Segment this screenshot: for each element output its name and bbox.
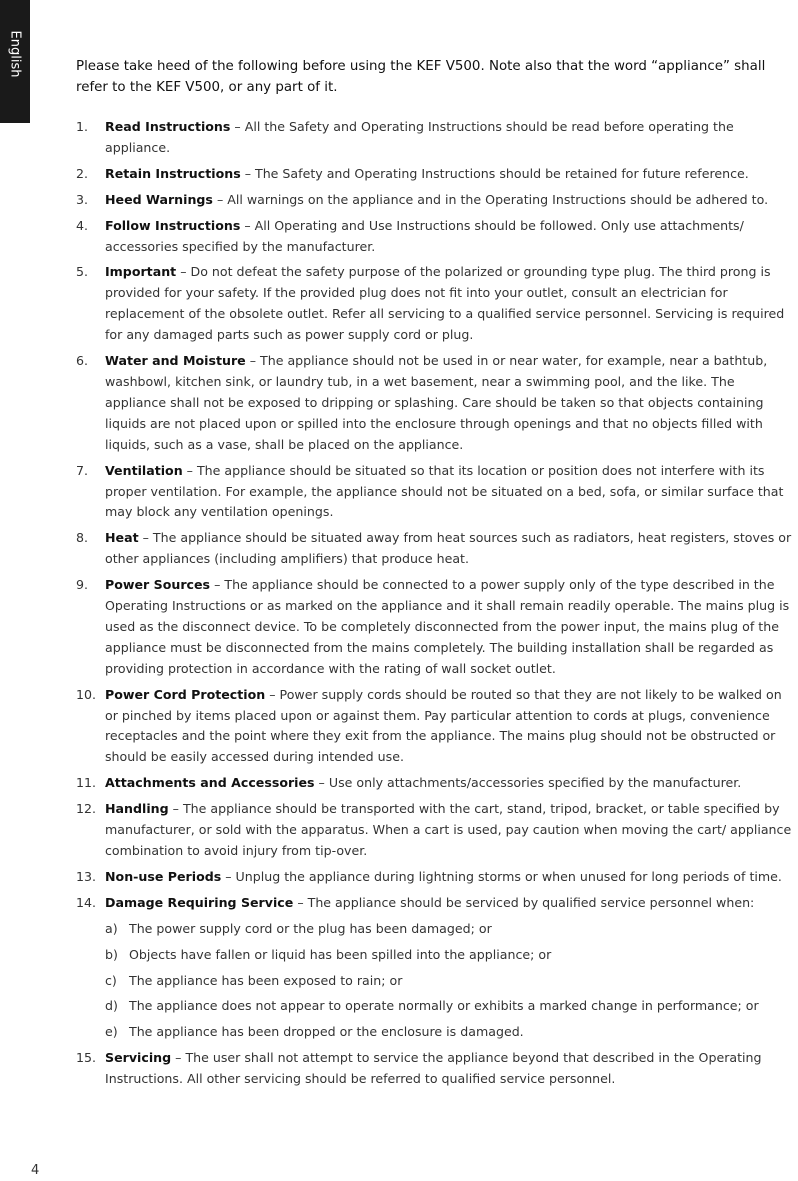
item-number: 13. bbox=[76, 868, 97, 884]
list-item bbox=[76, 262, 798, 346]
item-text: The appliance should be connected to a power supply only of the type described in the Operating Instructions or as marked on the appliance and it shall remain readily operable. The mains plug is used as the disconnect device. To be completely disconnected from the power input, the mains plug of the appliance must be disconnected from the mains completely. The building installation shall be regarded as providing protection in accordance with the rating of wall socket outlet. bbox=[105, 577, 790, 676]
item-separator: – bbox=[171, 1050, 186, 1066]
item-term: Handling bbox=[105, 801, 169, 817]
item-number: 12. bbox=[76, 801, 97, 817]
item-separator: – bbox=[245, 353, 261, 369]
sub-item-letter: c) bbox=[105, 972, 117, 988]
list-item bbox=[76, 867, 798, 888]
item-text: The Safety and Operating Instructions should be retained for future reference. bbox=[255, 165, 749, 181]
list-item bbox=[76, 216, 798, 258]
sub-list-item bbox=[105, 919, 798, 940]
item-term: Heed Warnings bbox=[105, 191, 213, 207]
item-separator: – bbox=[168, 801, 183, 817]
item-text: The appliance should not be used in or near water, for example, near a bathtub, washbowl, kitchen sink, or laundry tub, in a wet basement, near a swimming pool, and the like. The appliance shall not be exposed to dripping or splashing. Care should be taken so that objects containing liquids are not placed upon or spilled into the enclosure through openings and that no objects filled with liquids, such as a vase, shall be placed on the appliance. bbox=[105, 353, 768, 452]
item-term: Water and Moisture bbox=[105, 353, 246, 369]
sub-item-text: Objects have fallen or liquid has been spilled into the appliance; or bbox=[129, 946, 552, 962]
item-separator: – bbox=[176, 264, 191, 280]
item-number: 5. bbox=[76, 264, 89, 280]
language-tab bbox=[0, 0, 30, 123]
item-number: 4. bbox=[76, 217, 89, 233]
list-item bbox=[76, 773, 798, 794]
item-term: Power Cord Protection bbox=[105, 686, 266, 702]
list-item bbox=[76, 528, 798, 570]
item-separator: – bbox=[265, 686, 280, 702]
sub-item-text: The appliance does not appear to operate normally or exhibits a marked change in performance; or bbox=[129, 998, 759, 1014]
list-item bbox=[76, 799, 798, 862]
item-text: The user shall not attempt to service the appliance beyond that described in the Operating Instructions. All other servicing should be referred to qualified service personnel. bbox=[105, 1050, 762, 1087]
item-separator: – bbox=[230, 119, 245, 134]
item-text: Use only attachments/accessories specified by the manufacturer. bbox=[328, 775, 742, 791]
sub-item-letter: a) bbox=[105, 920, 118, 936]
item-term: Attachments and Accessories bbox=[105, 775, 315, 791]
item-term: Damage Requiring Service bbox=[105, 894, 294, 910]
item-number: 3. bbox=[76, 191, 89, 207]
sub-list-item bbox=[105, 971, 798, 992]
item-term: Power Sources bbox=[105, 577, 211, 593]
item-term: Ventilation bbox=[105, 462, 183, 478]
item-term: Important bbox=[105, 264, 177, 280]
page-number: 4 bbox=[31, 1163, 40, 1178]
item-text: Unplug the appliance during lightning storms or when unused for long periods of time. bbox=[235, 868, 782, 884]
item-separator: – bbox=[240, 217, 255, 233]
sub-item-letter: d) bbox=[105, 998, 118, 1014]
item-separator: – bbox=[240, 165, 255, 181]
item-separator: – bbox=[314, 775, 329, 791]
sub-list-item bbox=[105, 945, 798, 966]
list-item bbox=[76, 190, 798, 211]
service-conditions-list bbox=[105, 919, 798, 1044]
item-text: The appliance should be situated away from heat sources such as radiators, heat registers, stoves or other appliances (including amplifiers) that produce heat. bbox=[105, 530, 792, 567]
item-term: Retain Instructions bbox=[105, 165, 241, 181]
sub-item-text: The power supply cord or the plug has been damaged; or bbox=[129, 920, 492, 936]
item-number: 10. bbox=[76, 686, 97, 702]
list-item bbox=[76, 893, 798, 1043]
item-number: 15. bbox=[76, 1050, 97, 1066]
item-text: All the Safety and Operating Instructions should be read before operating the appliance. bbox=[105, 119, 734, 155]
sub-item-text: The appliance has been exposed to rain; or bbox=[129, 972, 403, 988]
sub-list-item bbox=[105, 996, 798, 1017]
item-text: The appliance should be transported with the cart, stand, tripod, bracket, or table specified by manufacturer, or sold with the apparatus. When a cart is used, pay caution when moving the cart/ appliance combination to avoid injury from tip-over. bbox=[105, 801, 792, 858]
item-term: Read Instructions bbox=[105, 119, 231, 134]
item-number: 2. bbox=[76, 165, 89, 181]
item-text: All warnings on the appliance and in the Operating Instructions should be adhered to. bbox=[227, 191, 769, 207]
item-number: 7. bbox=[76, 462, 89, 478]
sub-item-letter: b) bbox=[105, 946, 118, 962]
item-term: Non-use Periods bbox=[105, 868, 222, 884]
sub-item-text: The appliance has been dropped or the enclosure is damaged. bbox=[129, 1024, 524, 1040]
list-item bbox=[76, 164, 798, 185]
intro-paragraph: Please take heed of the following before using the KEF V500. Note also that the word “appliance” shall refer to the KEF V500, or any part of it. bbox=[76, 59, 766, 95]
item-separator: – bbox=[221, 868, 236, 884]
item-separator: – bbox=[138, 530, 153, 546]
language-tab-label: English bbox=[7, 30, 23, 78]
item-term: Servicing bbox=[105, 1050, 172, 1066]
item-separator: – bbox=[182, 462, 197, 478]
item-number: 1. bbox=[76, 119, 89, 134]
item-number: 14. bbox=[76, 894, 97, 910]
item-number: 6. bbox=[76, 353, 89, 369]
item-term: Heat bbox=[105, 530, 139, 546]
list-item bbox=[76, 1048, 798, 1090]
list-item bbox=[76, 117, 798, 159]
item-term: Follow Instructions bbox=[105, 217, 241, 233]
list-item bbox=[76, 685, 798, 769]
item-text: All Operating and Use Instructions should be followed. Only use attachments/ accessories specified by the manufacturer. bbox=[105, 217, 744, 254]
item-separator: – bbox=[210, 577, 225, 593]
safety-instructions-list bbox=[76, 117, 798, 1095]
list-item bbox=[76, 461, 798, 524]
item-text: The appliance should be serviced by qualified service personnel when: bbox=[307, 894, 755, 910]
item-text: Do not defeat the safety purpose of the polarized or grounding type plug. The third prong is provided for your safety. If the provided plug does not fit into your outlet, consult an electrician for replacement of the obsolete outlet. Refer all servicing to a qualified service personnel. Servicing is required for any damaged parts such as power supply cord or plug. bbox=[105, 264, 785, 343]
sub-list-item bbox=[105, 1022, 798, 1043]
item-text: Power supply cords should be routed so that they are not likely to be walked on or pinched by items placed upon or against them. Pay particular attention to cords at plugs, convenience receptacles and the point where they exit from the appliance. The mains plug should not be obstructed or should be easily accessed during intended use. bbox=[105, 686, 782, 765]
item-number: 9. bbox=[76, 577, 89, 593]
list-item bbox=[76, 351, 798, 456]
item-separator: – bbox=[293, 894, 308, 910]
sub-item-letter: e) bbox=[105, 1024, 118, 1040]
item-separator: – bbox=[212, 191, 228, 207]
list-item bbox=[76, 575, 798, 680]
item-text: The appliance should be situated so that its location or position does not interfere with its proper ventilation. For example, the appliance should not be situated on a bed, sofa, or similar surface that may block any ventilation openings. bbox=[105, 462, 784, 520]
item-number: 11. bbox=[76, 775, 97, 791]
item-number: 8. bbox=[76, 530, 89, 546]
